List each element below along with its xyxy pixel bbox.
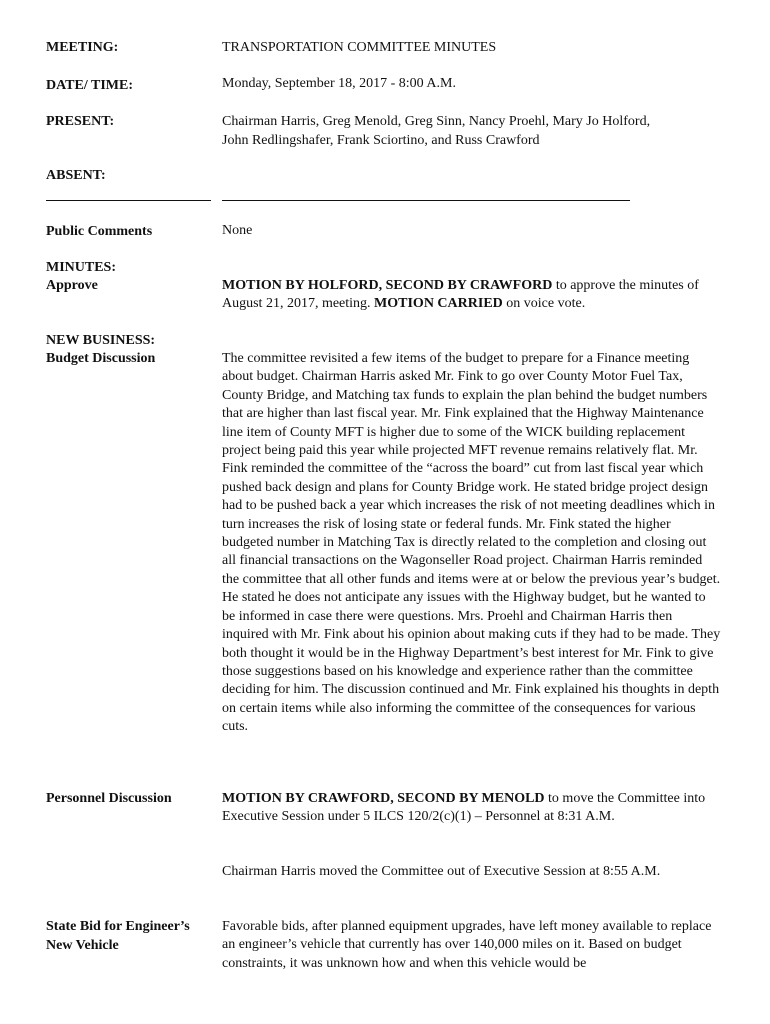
- vehicle-text: Favorable bids, after planned equipment upgrades, have left money available to replace an engineer’s vehicle that currently has over 140,000 miles on it. Based on budget constraints, it was unknown how and when this vehicle would be: [222, 919, 712, 971]
- minutes-motion: [222, 277, 722, 314]
- personnel-motion-text: to move the Committee into Executive Session under 5 ILCS 120/2(c)(1) – Personnel at 8:31 A.M.: [222, 791, 706, 825]
- personnel-motion: [222, 790, 722, 827]
- present-line-1: Chairman Harris, Greg Menold, Greg Sinn, Nancy Proehl, Mary Jo Holford,: [222, 114, 651, 129]
- minutes-motion-text: to approve the minutes of August 21, 2017, meeting.: [222, 278, 699, 312]
- minutes-motion-bold: MOTION BY HOLFORD, SECOND BY CRAWFORD: [222, 278, 553, 293]
- public-comments-value: None: [222, 223, 253, 238]
- budget-discussion-label: Budget Discussion: [46, 351, 156, 366]
- public-comments-label: Public Comments: [46, 224, 153, 239]
- present-attendees: [222, 113, 722, 150]
- budget-discussion-text: The committee revisited a few items of the budget to prepare for a Finance meeting about budget. Chairman Harris asked Mr. Fink to go over County Motor Fuel Tax, County Bridge, and Matching tax funds to explain the plan behind the budget numbers that are higher than last fiscal year. Mr. Fink explained that the Highway Maintenance line item of County MFT is higher due to some of the WICK building replacement project being paid this year while projected MFT revenue remains relatively flat. Mr. Fink reminded the committee of the “across the board” cut from last fiscal year which pushed back design and plans for County Bridge work. He stated bridge project design had to be pushed back a year which increases the risk of not meeting deadlines which in turn increases the risk of losing state or federal funds. Mr. Fink stated the higher budgeted number in Matching Tax is directly related to the completion and closing out all financial transactions on the Wagonseller Road project. Chairman Harris reminded the committee that all other funds and items were at or below the previous year’s budget. He stated he does not anticipate any issues with the Highway budget, but he wanted to be informed in case there were questions. Mrs. Proehl and Chairman Harris then inquired with Mr. Fink about his opinion about making cuts if they had to be made. They both thought it would be in the Highway Department’s best interest for Mr. Fink to give those suggestions based on his knowledge and experience rather than the committee deciding for him. The discussion continued and Mr. Fink explained his thoughts in depth on certain items while also informing the committee of the consequences for various cuts.: [222, 351, 721, 735]
- vehicle-label: [46, 918, 190, 955]
- present-line-2: John Redlingshafer, Frank Sciortino, and Russ Crawford: [222, 132, 540, 148]
- meeting-title: TRANSPORTATION COMMITTEE MINUTES: [222, 40, 497, 55]
- date-time-label: DATE/ TIME:: [46, 78, 133, 93]
- date-time-value: Monday, September 18, 2017 - 8:00 A.M.: [222, 76, 456, 91]
- minutes-carried-bold: MOTION CARRIED: [374, 296, 503, 312]
- divider-right: [222, 200, 630, 201]
- executive-session-text: Chairman Harris moved the Committee out of Executive Session at 8:55 A.M.: [222, 864, 661, 879]
- absent-label: ABSENT:: [46, 168, 106, 183]
- vehicle-label-line-1: State Bid for Engineer’s: [46, 919, 190, 934]
- minutes-carried-text: on voice vote.: [502, 296, 586, 312]
- present-label: PRESENT:: [46, 114, 115, 129]
- new-business-heading: NEW BUSINESS:: [46, 333, 156, 348]
- vehicle-label-line-2: New Vehicle: [46, 937, 119, 953]
- divider-left: [46, 200, 211, 201]
- personnel-motion-bold: MOTION BY CRAWFORD, SECOND BY MENOLD: [222, 791, 545, 806]
- minutes-approve-label: Approve: [46, 278, 98, 293]
- personnel-discussion-label: Personnel Discussion: [46, 791, 172, 806]
- minutes-heading: MINUTES:: [46, 260, 117, 275]
- meeting-label: MEETING:: [46, 40, 119, 55]
